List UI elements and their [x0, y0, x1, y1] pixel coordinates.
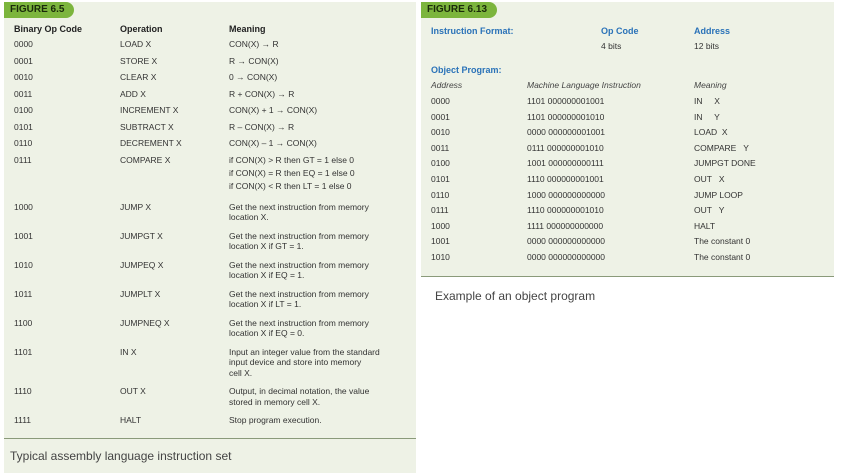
meaning-cell: CON(X) – 1 → CON(X): [229, 138, 317, 148]
address-cell: 0011: [431, 142, 450, 153]
header-binary-op-code: Binary Op Code: [14, 24, 83, 34]
column-meaning: Meaning: [694, 80, 727, 90]
caption-divider: [4, 438, 416, 439]
opcode-cell: 1110: [14, 386, 32, 396]
figure-6-5-panel: [4, 2, 416, 473]
meaning-cell: Input an integer value from the standard: [229, 346, 380, 357]
opcode-cell: 1111: [14, 415, 32, 425]
instruction-cell: 0000 000000000000: [527, 252, 605, 262]
operation-cell: IN X: [120, 346, 137, 357]
instruction-format-label: Instruction Format:: [431, 26, 514, 36]
meaning-cell: Output, in decimal notation, the value: [229, 386, 370, 396]
meaning-cell: JUMP LOOP: [694, 189, 743, 200]
address-cell: 0101: [431, 174, 450, 184]
instruction-cell: 1110 000000001010: [527, 205, 604, 216]
opcode-header: Op Code: [601, 26, 639, 36]
address-cell: 0111: [431, 205, 449, 216]
operation-cell: COMPARE X: [120, 154, 171, 165]
meaning-cell: Get the next instruction from memory: [229, 317, 369, 328]
operation-cell: HALT: [120, 415, 142, 425]
figure-label: FIGURE 6.5: [4, 2, 74, 18]
opcode-cell: 1100: [14, 317, 33, 328]
opcode-bits: 4 bits: [601, 41, 622, 51]
operation-cell: CLEAR X: [120, 72, 157, 82]
meaning-cell: location X if LT = 1.: [229, 299, 302, 309]
meaning-cell: stored in memory cell X.: [229, 396, 321, 407]
meaning-cell: CON(X) → R: [229, 39, 279, 49]
meaning-cell: JUMPGT DONE: [694, 158, 756, 169]
opcode-cell: 0110: [14, 138, 33, 148]
meaning-cell: R – CON(X) → R: [229, 121, 295, 132]
instruction-cell: 0111 000000001010: [527, 142, 604, 153]
address-cell: 1010: [431, 252, 450, 262]
column-instruction: Machine Language Instruction: [527, 80, 641, 90]
opcode-cell: 1101: [14, 346, 33, 357]
instruction-cell: 1000 000000000000: [527, 189, 605, 200]
address-cell: 0110: [431, 189, 450, 200]
meaning-cell: LOAD X: [694, 127, 728, 138]
meaning-cell: Stop program execution.: [229, 415, 322, 425]
address-cell: 1000: [431, 220, 450, 231]
operation-cell: JUMPEQ X: [120, 259, 164, 270]
meaning-cell: CON(X) + 1 → CON(X): [229, 105, 318, 115]
column-address: Address: [431, 80, 463, 90]
meaning-cell: IN X: [694, 96, 720, 106]
meaning-cell: location X if GT = 1.: [229, 241, 304, 251]
opcode-cell: 0101: [14, 121, 33, 132]
operation-cell: JUMPNEQ X: [120, 317, 170, 328]
meaning-cell: if CON(X) > R then GT = 1 else 0: [229, 154, 355, 165]
opcode-cell: 0000: [14, 39, 33, 49]
operation-cell: JUMPLT X: [120, 288, 161, 299]
operation-cell: SUBTRACT X: [120, 121, 174, 132]
address-bits: 12 bits: [694, 41, 720, 51]
meaning-cell: R + CON(X) → R: [229, 88, 295, 99]
meaning-cell: HALT: [694, 220, 716, 231]
instruction-cell: 0000 000000001001: [527, 127, 605, 138]
operation-cell: ADD X: [120, 88, 146, 99]
operation-cell: INCREMENT X: [120, 105, 179, 115]
figure-caption: Typical assembly language instruction set: [10, 449, 232, 463]
meaning-cell: location X.: [229, 212, 269, 222]
instruction-cell: 1101 000000001001: [527, 96, 605, 106]
address-cell: 0000: [431, 96, 450, 106]
meaning-cell: Get the next instruction from memory: [229, 230, 369, 241]
figure-caption-right: Example of an object program: [435, 289, 596, 303]
instruction-cell: 1101 000000001010: [527, 111, 605, 122]
opcode-cell: 1010: [14, 259, 33, 270]
object-program-label: Object Program:: [431, 65, 502, 75]
opcode-cell: 1000: [14, 201, 33, 212]
figure-label: FIGURE 6.13: [421, 2, 497, 18]
operation-cell: STORE X: [120, 55, 158, 66]
operation-cell: DECREMENT X: [120, 138, 182, 148]
operation-cell: JUMPGT X: [120, 230, 163, 241]
instruction-cell: 1111 000000000000: [527, 220, 604, 231]
meaning-cell: 0 → CON(X): [229, 72, 278, 82]
meaning-cell: location X if EQ = 1.: [229, 270, 305, 280]
opcode-cell: 0100: [14, 105, 33, 115]
operation-cell: LOAD X: [120, 39, 152, 49]
address-cell: 1001: [431, 236, 450, 247]
figure-6-13-panel: [421, 2, 834, 276]
header-operation: Operation: [120, 24, 163, 34]
instruction-cell: 0000 000000000000: [527, 236, 605, 247]
instruction-cell: 1001 000000000111: [527, 158, 604, 169]
meaning-cell: Get the next instruction from memory: [229, 288, 369, 299]
meaning-cell: R → CON(X): [229, 55, 279, 66]
meaning-cell: OUT X: [694, 174, 725, 184]
address-cell: 0100: [431, 158, 450, 169]
meaning-cell: The constant 0: [694, 252, 751, 262]
instruction-cell: 1110 000000001001: [527, 174, 604, 184]
meaning-cell: COMPARE Y: [694, 142, 749, 153]
address-header: Address: [694, 26, 731, 36]
opcode-cell: 0010: [14, 72, 33, 82]
meaning-cell: cell X.: [229, 367, 253, 378]
operation-cell: OUT X: [120, 386, 146, 396]
opcode-cell: 1001: [14, 230, 33, 241]
opcode-cell: 0001: [14, 55, 33, 66]
meaning-cell: if CON(X) = R then EQ = 1 else 0: [229, 167, 355, 178]
meaning-cell: Get the next instruction from memory: [229, 201, 369, 212]
meaning-cell: Get the next instruction from memory: [229, 259, 369, 270]
meaning-cell: if CON(X) < R then LT = 1 else 0: [229, 180, 352, 191]
meaning-cell: The constant 0: [694, 236, 751, 247]
operation-cell: JUMP X: [120, 201, 152, 212]
header-meaning: Meaning: [229, 24, 266, 34]
caption-divider-right: [421, 276, 834, 277]
meaning-cell: input device and store into memory: [229, 357, 362, 367]
opcode-cell: 0011: [14, 88, 33, 99]
address-cell: 0010: [431, 127, 450, 138]
meaning-cell: OUT Y: [694, 205, 725, 216]
address-cell: 0001: [431, 111, 450, 122]
meaning-cell: IN Y: [694, 111, 720, 122]
opcode-cell: 0111: [14, 154, 32, 165]
meaning-cell: location X if EQ = 0.: [229, 328, 305, 338]
opcode-cell: 1011: [14, 288, 33, 299]
